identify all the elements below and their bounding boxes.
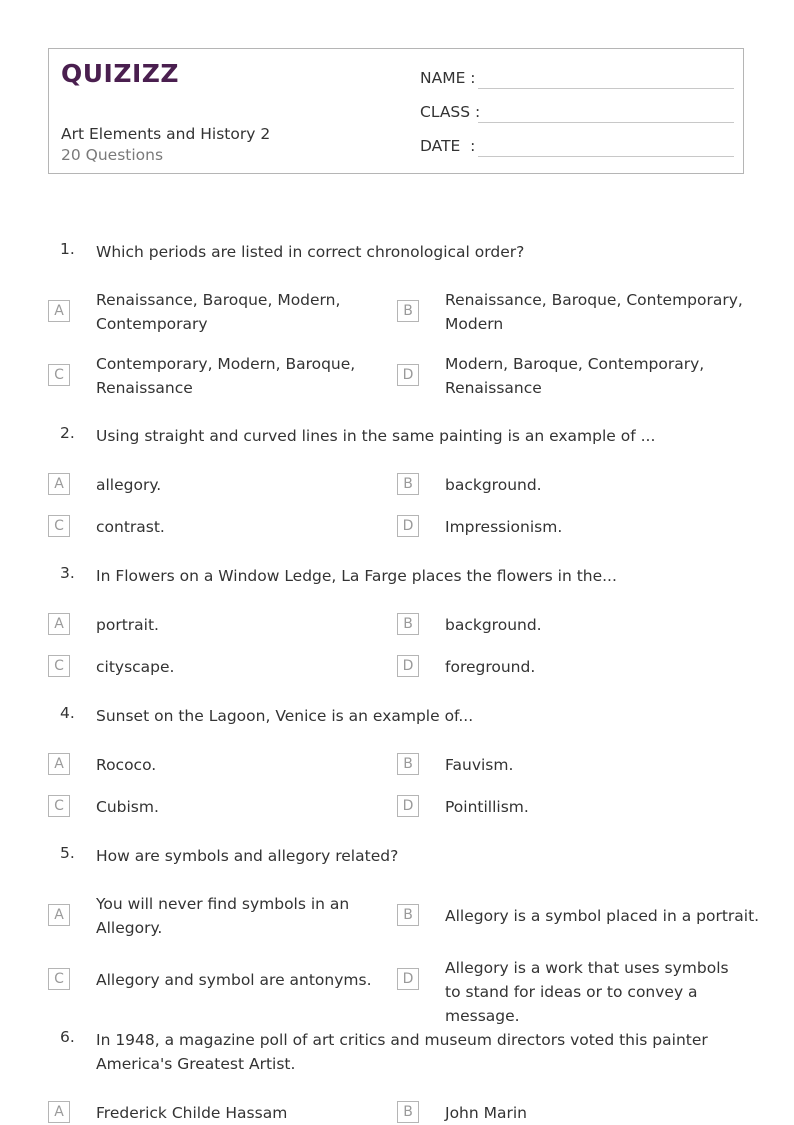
option-letter: C <box>48 364 70 386</box>
option-text: Contemporary, Modern, Baroque, Renaissance <box>96 355 356 397</box>
option-letter: A <box>48 613 70 635</box>
question-text: Which periods are listed in correct chronological order? <box>96 243 525 261</box>
question-text: Sunset on the Lagoon, Venice is an example of... <box>96 707 474 725</box>
option-letter: C <box>48 515 70 537</box>
name-label: NAME : <box>420 69 476 87</box>
option-letter: B <box>397 753 419 775</box>
question-number: 2. <box>60 424 75 442</box>
option-letter: B <box>397 1101 419 1123</box>
question-text: In Flowers on a Window Ledge, La Farge places the flowers in the... <box>96 567 617 585</box>
question-count: 20 Questions <box>61 146 164 164</box>
option-text: Allegory and symbol are antonyms. <box>96 971 372 989</box>
option-letter: B <box>397 473 419 495</box>
question-text: How are symbols and allegory related? <box>96 847 399 865</box>
option-text: Pointillism. <box>445 798 529 816</box>
option-text: contrast. <box>96 518 165 536</box>
date-label: DATE : <box>420 137 476 155</box>
option-letter: D <box>397 795 419 817</box>
question-text: Using straight and curved lines in the same painting is an example of ... <box>96 427 656 445</box>
option-text: Cubism. <box>96 798 159 816</box>
option-text: allegory. <box>96 476 162 494</box>
option-letter: A <box>48 300 70 322</box>
option-text: Allegory is a symbol placed in a portrait. <box>445 907 760 925</box>
option-letter: A <box>48 473 70 495</box>
class-label: CLASS : <box>420 103 481 121</box>
option-letter: C <box>48 655 70 677</box>
option-letter: D <box>397 364 419 386</box>
option-text: Rococo. <box>96 756 157 774</box>
worksheet-header <box>48 48 744 174</box>
option-text: Frederick Childe Hassam <box>96 1104 288 1122</box>
option-text: Impressionism. <box>445 518 563 536</box>
option-text: You will never find symbols in an Allegory. <box>96 895 350 937</box>
option-text: Allegory is a work that uses symbols to stand for ideas or to convey a message. <box>445 959 729 1025</box>
option-letter: D <box>397 968 419 990</box>
option-letter: A <box>48 753 70 775</box>
option-text: John Marin <box>445 1104 528 1122</box>
option-text: background. <box>445 476 542 494</box>
question-number: 6. <box>60 1028 75 1046</box>
option-text: cityscape. <box>96 658 175 676</box>
option-letter: B <box>397 613 419 635</box>
option-text: Fauvism. <box>445 756 514 774</box>
date-line[interactable] <box>478 156 734 157</box>
option-letter: A <box>48 904 70 926</box>
option-letter: C <box>48 968 70 990</box>
option-text: foreground. <box>445 658 536 676</box>
option-text: portrait. <box>96 616 159 634</box>
option-letter: B <box>397 300 419 322</box>
question-text: In 1948, a magazine poll of art critics and museum directors voted this painter America's Greatest Artist. <box>96 1031 708 1073</box>
option-letter: D <box>397 515 419 537</box>
name-field[interactable] <box>420 65 734 89</box>
class-line[interactable] <box>478 122 734 123</box>
option-letter: D <box>397 655 419 677</box>
option-letter: C <box>48 795 70 817</box>
class-field[interactable] <box>420 99 734 123</box>
worksheet-title: Art Elements and History 2 <box>61 125 271 143</box>
option-text: Renaissance, Baroque, Contemporary, Modern <box>445 291 743 333</box>
question-number: 1. <box>60 240 75 258</box>
date-field[interactable] <box>420 133 734 157</box>
question-number: 4. <box>60 704 75 722</box>
option-letter: A <box>48 1101 70 1123</box>
question-number: 3. <box>60 564 75 582</box>
option-text: background. <box>445 616 542 634</box>
option-letter: B <box>397 904 419 926</box>
option-text: Modern, Baroque, Contemporary, Renaissance <box>445 355 705 397</box>
question-number: 5. <box>60 844 75 862</box>
quizizz-logo: QUIZIZZ <box>61 59 180 88</box>
option-text: Renaissance, Baroque, Modern, Contemporary <box>96 291 341 333</box>
name-line[interactable] <box>478 88 734 89</box>
